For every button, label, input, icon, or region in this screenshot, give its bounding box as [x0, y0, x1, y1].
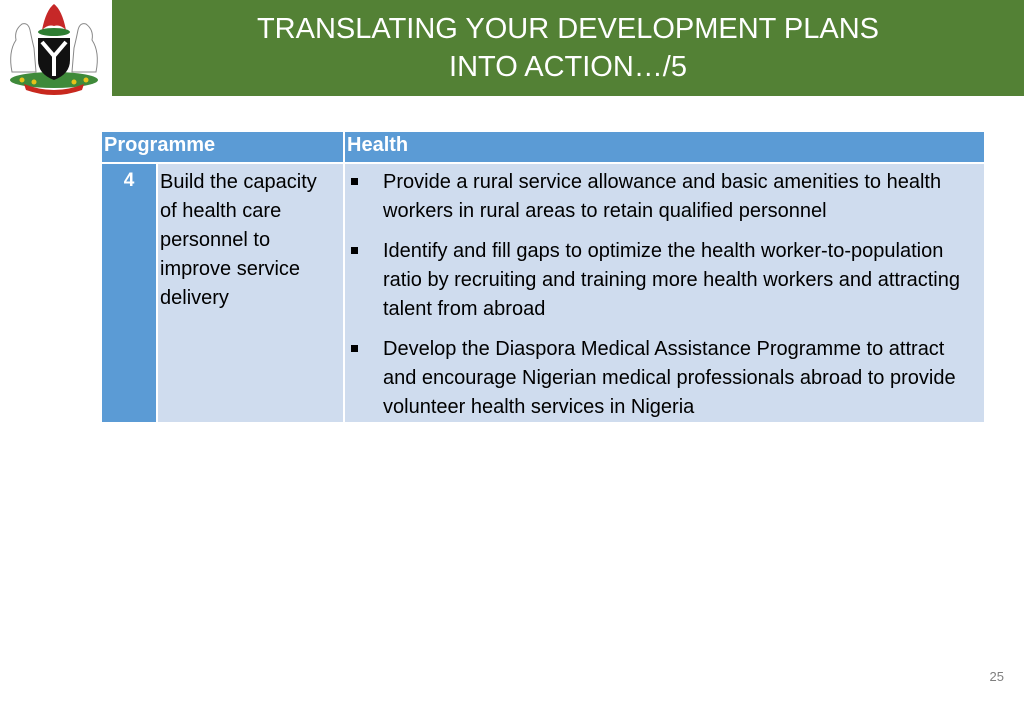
bullet-text: Develop the Diaspora Medical Assistance Programme to attract and encourage Nigerian medical professionals abroad to provide volunteer health services in Nigeria [383, 338, 956, 418]
page-number: 25 [989, 669, 1004, 684]
bullet-list [349, 168, 974, 422]
title-line-2: INTO ACTION…/5 [449, 51, 687, 83]
header-health: Health [344, 131, 985, 163]
table-header-row [101, 131, 985, 163]
page-title [218, 10, 918, 86]
title-line-1: TRANSLATING YOUR DEVELOPMENT PLANS [256, 13, 880, 45]
row-programme: Build the capacity of health care personnel to improve service delivery [157, 163, 344, 423]
programme-table [100, 130, 986, 424]
list-item [349, 168, 974, 226]
bullet-text: Provide a rural service allowance and basic amenities to health workers in rural areas to retain qualified personnel [383, 171, 942, 222]
list-item [349, 237, 974, 324]
table-row [101, 163, 985, 423]
square-bullet-icon [351, 247, 358, 254]
list-item [349, 335, 974, 422]
row-number: 4 [101, 163, 157, 423]
row-description [344, 163, 985, 423]
header-programme: Programme [101, 131, 344, 163]
title-band [112, 0, 1024, 96]
coat-of-arms-icon [2, 0, 106, 96]
bullet-text: Identify and fill gaps to optimize the health worker-to-population ratio by recruiting and training more health workers and attracting talent from abroad [383, 240, 960, 320]
square-bullet-icon [351, 178, 358, 185]
square-bullet-icon [351, 345, 358, 352]
